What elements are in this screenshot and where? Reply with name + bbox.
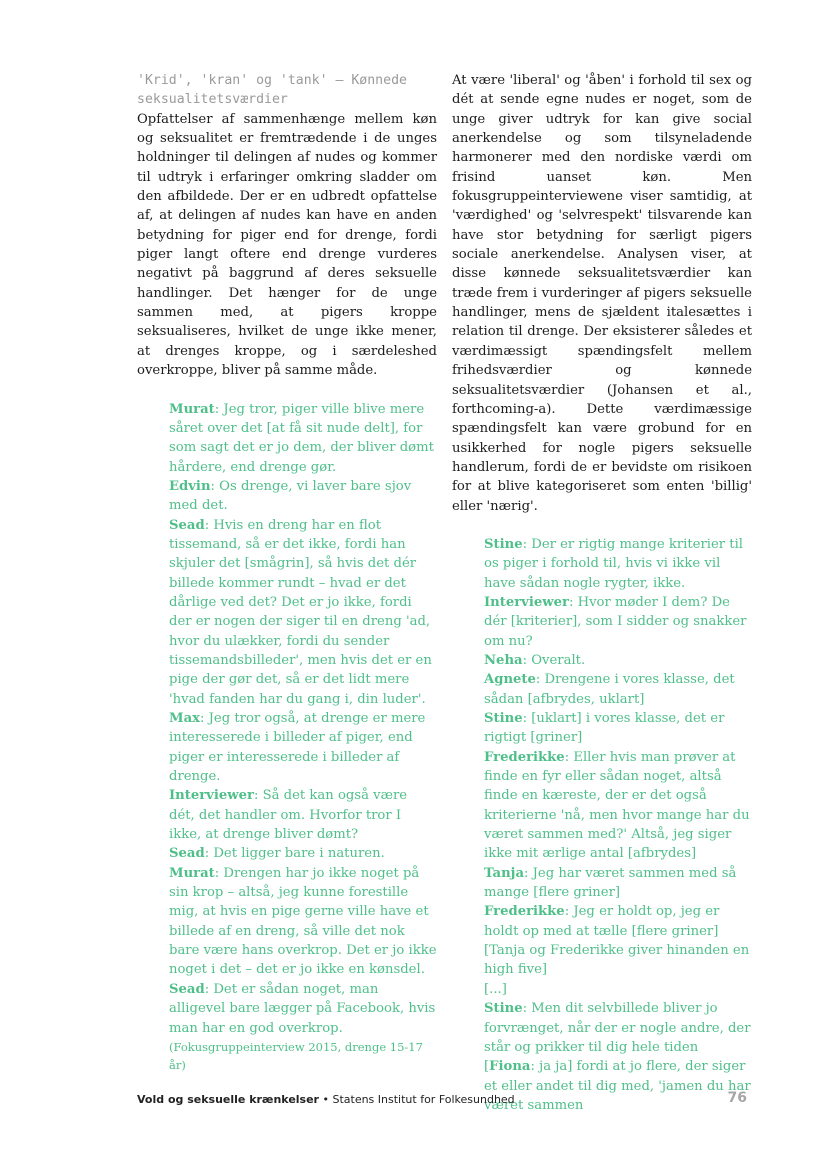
left-quote-block xyxy=(169,400,437,1074)
quote-speaker: Stine xyxy=(484,536,523,552)
page-number: 76 xyxy=(727,1090,747,1106)
quote-speaker: Sead xyxy=(169,846,205,862)
quote-speaker: Frederikke xyxy=(484,904,565,920)
quote-speaker: Max xyxy=(169,711,201,726)
quote-text: : [uklart] i vores klasse, det er rigtigt [griner] xyxy=(484,711,725,746)
quote-text: : Eller hvis man prøver at finde en fyr eller sådan noget, altså finde en kæreste, der er det også kriterierne 'nå, men hvor mange har du været sammen med?' Altså, jeg siger ikke mit ærlige antal [afbrydes] xyxy=(484,749,750,862)
quote-speaker: Frederikke xyxy=(484,749,565,765)
right-column xyxy=(452,71,752,1115)
quote-text: : Det er sådan noget, man alligevel bare lægger på Facebook, hvis man har en god overkrop. xyxy=(169,981,436,1036)
section-heading: 'Krid', 'kran' og 'tank' – Kønnede seksualitetsværdier xyxy=(137,73,407,108)
quote-line xyxy=(169,786,437,844)
quote-line xyxy=(484,864,752,903)
quote-line xyxy=(169,864,437,980)
quote-text: [Tanja og Frederikke giver hinanden en high five] xyxy=(484,943,750,978)
footer-separator: • xyxy=(318,1093,333,1106)
quote-text: : Drengene i vores klasse, det sådan [afbrydes, uklart] xyxy=(484,672,735,707)
quote-line xyxy=(484,593,752,651)
quote-text: : Så det kan også være dét, det handler om. Hvorfor tror I ikke, at drenge bliver dømt? xyxy=(169,788,408,843)
quote-line xyxy=(484,941,752,980)
right-quote-block xyxy=(484,535,752,1115)
quote-line xyxy=(169,980,437,1038)
quote-text: : Det ligger bare i naturen. xyxy=(204,846,385,862)
quote-line xyxy=(484,902,752,941)
quote-speaker: Interviewer xyxy=(169,788,254,804)
quote-speaker: Murat xyxy=(169,401,215,417)
quote-speaker: Sead xyxy=(169,517,205,533)
page-footer xyxy=(137,1090,747,1111)
quote-speaker: Agnete xyxy=(484,672,536,688)
quote-text: : Jeg tror, piger ville blive mere såret over det [at få sit nude delt], for som sagt det er jo dem, der bliver dømt hårdere, end drenge gør. xyxy=(169,401,434,475)
quote-speaker: Stine xyxy=(484,711,523,726)
quote-text: : Jeg er holdt op, jeg er holdt op med at tælle [flere griner] xyxy=(484,904,720,939)
quote-speaker: Tanja xyxy=(484,865,524,881)
left-column xyxy=(137,71,437,1074)
quote-text: : Hvor møder I dem? De dér [kriterier], som I sidder og snakker om nu? xyxy=(484,594,747,649)
quote-text: : Jeg har været sammen med så mange [flere griner] xyxy=(484,865,737,901)
quote-line xyxy=(484,980,752,999)
quote-speaker: Edvin xyxy=(169,478,211,494)
quote-text: : Overalt. xyxy=(522,652,586,668)
quote-text: [...] xyxy=(484,981,507,997)
quote-line xyxy=(169,400,437,477)
quote-line xyxy=(169,844,437,863)
quote-line xyxy=(169,709,437,786)
quote-speaker: Fiona xyxy=(489,1059,531,1075)
quote-text: : Men dit selvbillede bliver jo forvrænget, når der er nogle andre, der står og prikker til dig hele tiden [ xyxy=(484,1001,751,1075)
quote-line xyxy=(484,670,752,709)
quote-text: : Der er rigtig mange kriterier til os piger i forhold til, hvis vi ikke vil have sådan nogle rygter, ikke. xyxy=(484,536,744,591)
quote-line xyxy=(484,651,752,670)
quote-text: : ja ja] fordi at jo flere, der siger et eller andet til dig med, 'jamen du har været sammen xyxy=(484,1059,751,1113)
footer-publication: Vold og seksuelle krænkelser xyxy=(137,1093,319,1106)
footer-institute: Statens Institut for Folkesundhed xyxy=(332,1093,515,1106)
quote-speaker: Murat xyxy=(169,865,215,881)
quote-line xyxy=(484,709,752,748)
quote-text: : Hvis en dreng har en flot tissemand, så er det ikke, fordi han skjuler det [smågrin], så hvis det dér billede kommer rundt – hvad er det dårlige ved det? Det er jo ikke, fordi der er nogen der siger til en dreng 'ad, hvor du ulækker, fordi du sender tissemandsbilleder', men hvis det er en pige der gør det, så er det lidt mere 'hvad fanden har du gang i, din luder'. xyxy=(169,517,432,707)
quote-speaker: Neha xyxy=(484,652,523,668)
quote-line xyxy=(484,748,752,864)
left-paragraph: Opfattelser af sammenhænge mellem køn og seksualitet er fremtrædende i de unges holdninger til delingen af nudes og kommer til udtryk i erfaringer omkring sladder om den afbildede. Der er en udbredt opfattelse af, at delingen af nudes kan have en anden betydning for piger end for drenge, fordi piger langt oftere end drenge vurderes negativt på baggrund af deres seksuelle handlinger. Det hænger for de unge sammen med, at pigers kroppe seksualiseres, hvilket de unge ikke mener, at drenges kroppe, og i særdeleshed overkroppe, bliver på samme måde. xyxy=(137,111,437,379)
quote-line xyxy=(169,516,437,709)
quote-citation: (Fokusgruppeinterview 2015, drenge 15-17 år) xyxy=(169,1039,423,1072)
quote-text: : Drengen har jo ikke noget på sin krop – altså, jeg kunne forestille mig, at hvis en pige gerne ville have et billede af en dreng, så ville det nok bare være hans overkrop. Det er jo ikke noget i det – det er jo ikke en kønsdel. xyxy=(169,865,437,978)
quote-line xyxy=(484,535,752,593)
right-paragraph: At være 'liberal' og 'åben' i forhold til sex og dét at sende egne nudes er noget, som de unge giver udtryk for kan give social anerkendelse og som tilsyneladende harmonerer med den nordiske værdi om frisind uanset køn. Men fokusgruppeinterviewene viser samtidig, at 'værdighed' og 'selvrespekt' tilsvarende kan have stor betydning for særligt pigers sociale anerkendelse. Analysen viser, at disse kønnede seksualitetsværdier kan træde frem i vurderinger af pigers seksuelle handlinger, mens de sjældent italesættes i relation til drenge. Der eksisterer således et værdimæssigt spændingsfelt mellem frihedsværdier og kønnede seksualitetsværdier (Johansen et al., forthcoming-a). Dette værdimæssige spændingsfelt kan være grobund for en usikkerhed for nogle pigers seksuelle handlerum, fordi de er bevidste om risikoen for at blive kategoriseret som enten 'billig' eller 'nærig'. xyxy=(452,73,752,514)
quote-text: : Jeg tror også, at drenge er mere interesserede i billeder af piger, end piger er interesserede i billeder af drenge. xyxy=(169,711,426,785)
quote-speaker: Stine xyxy=(484,1001,523,1017)
quote-text: : Os drenge, vi laver bare sjov med det. xyxy=(169,478,412,514)
quote-line xyxy=(169,477,437,516)
quote-speaker: Sead xyxy=(169,981,205,997)
quote-speaker: Interviewer xyxy=(484,594,569,610)
